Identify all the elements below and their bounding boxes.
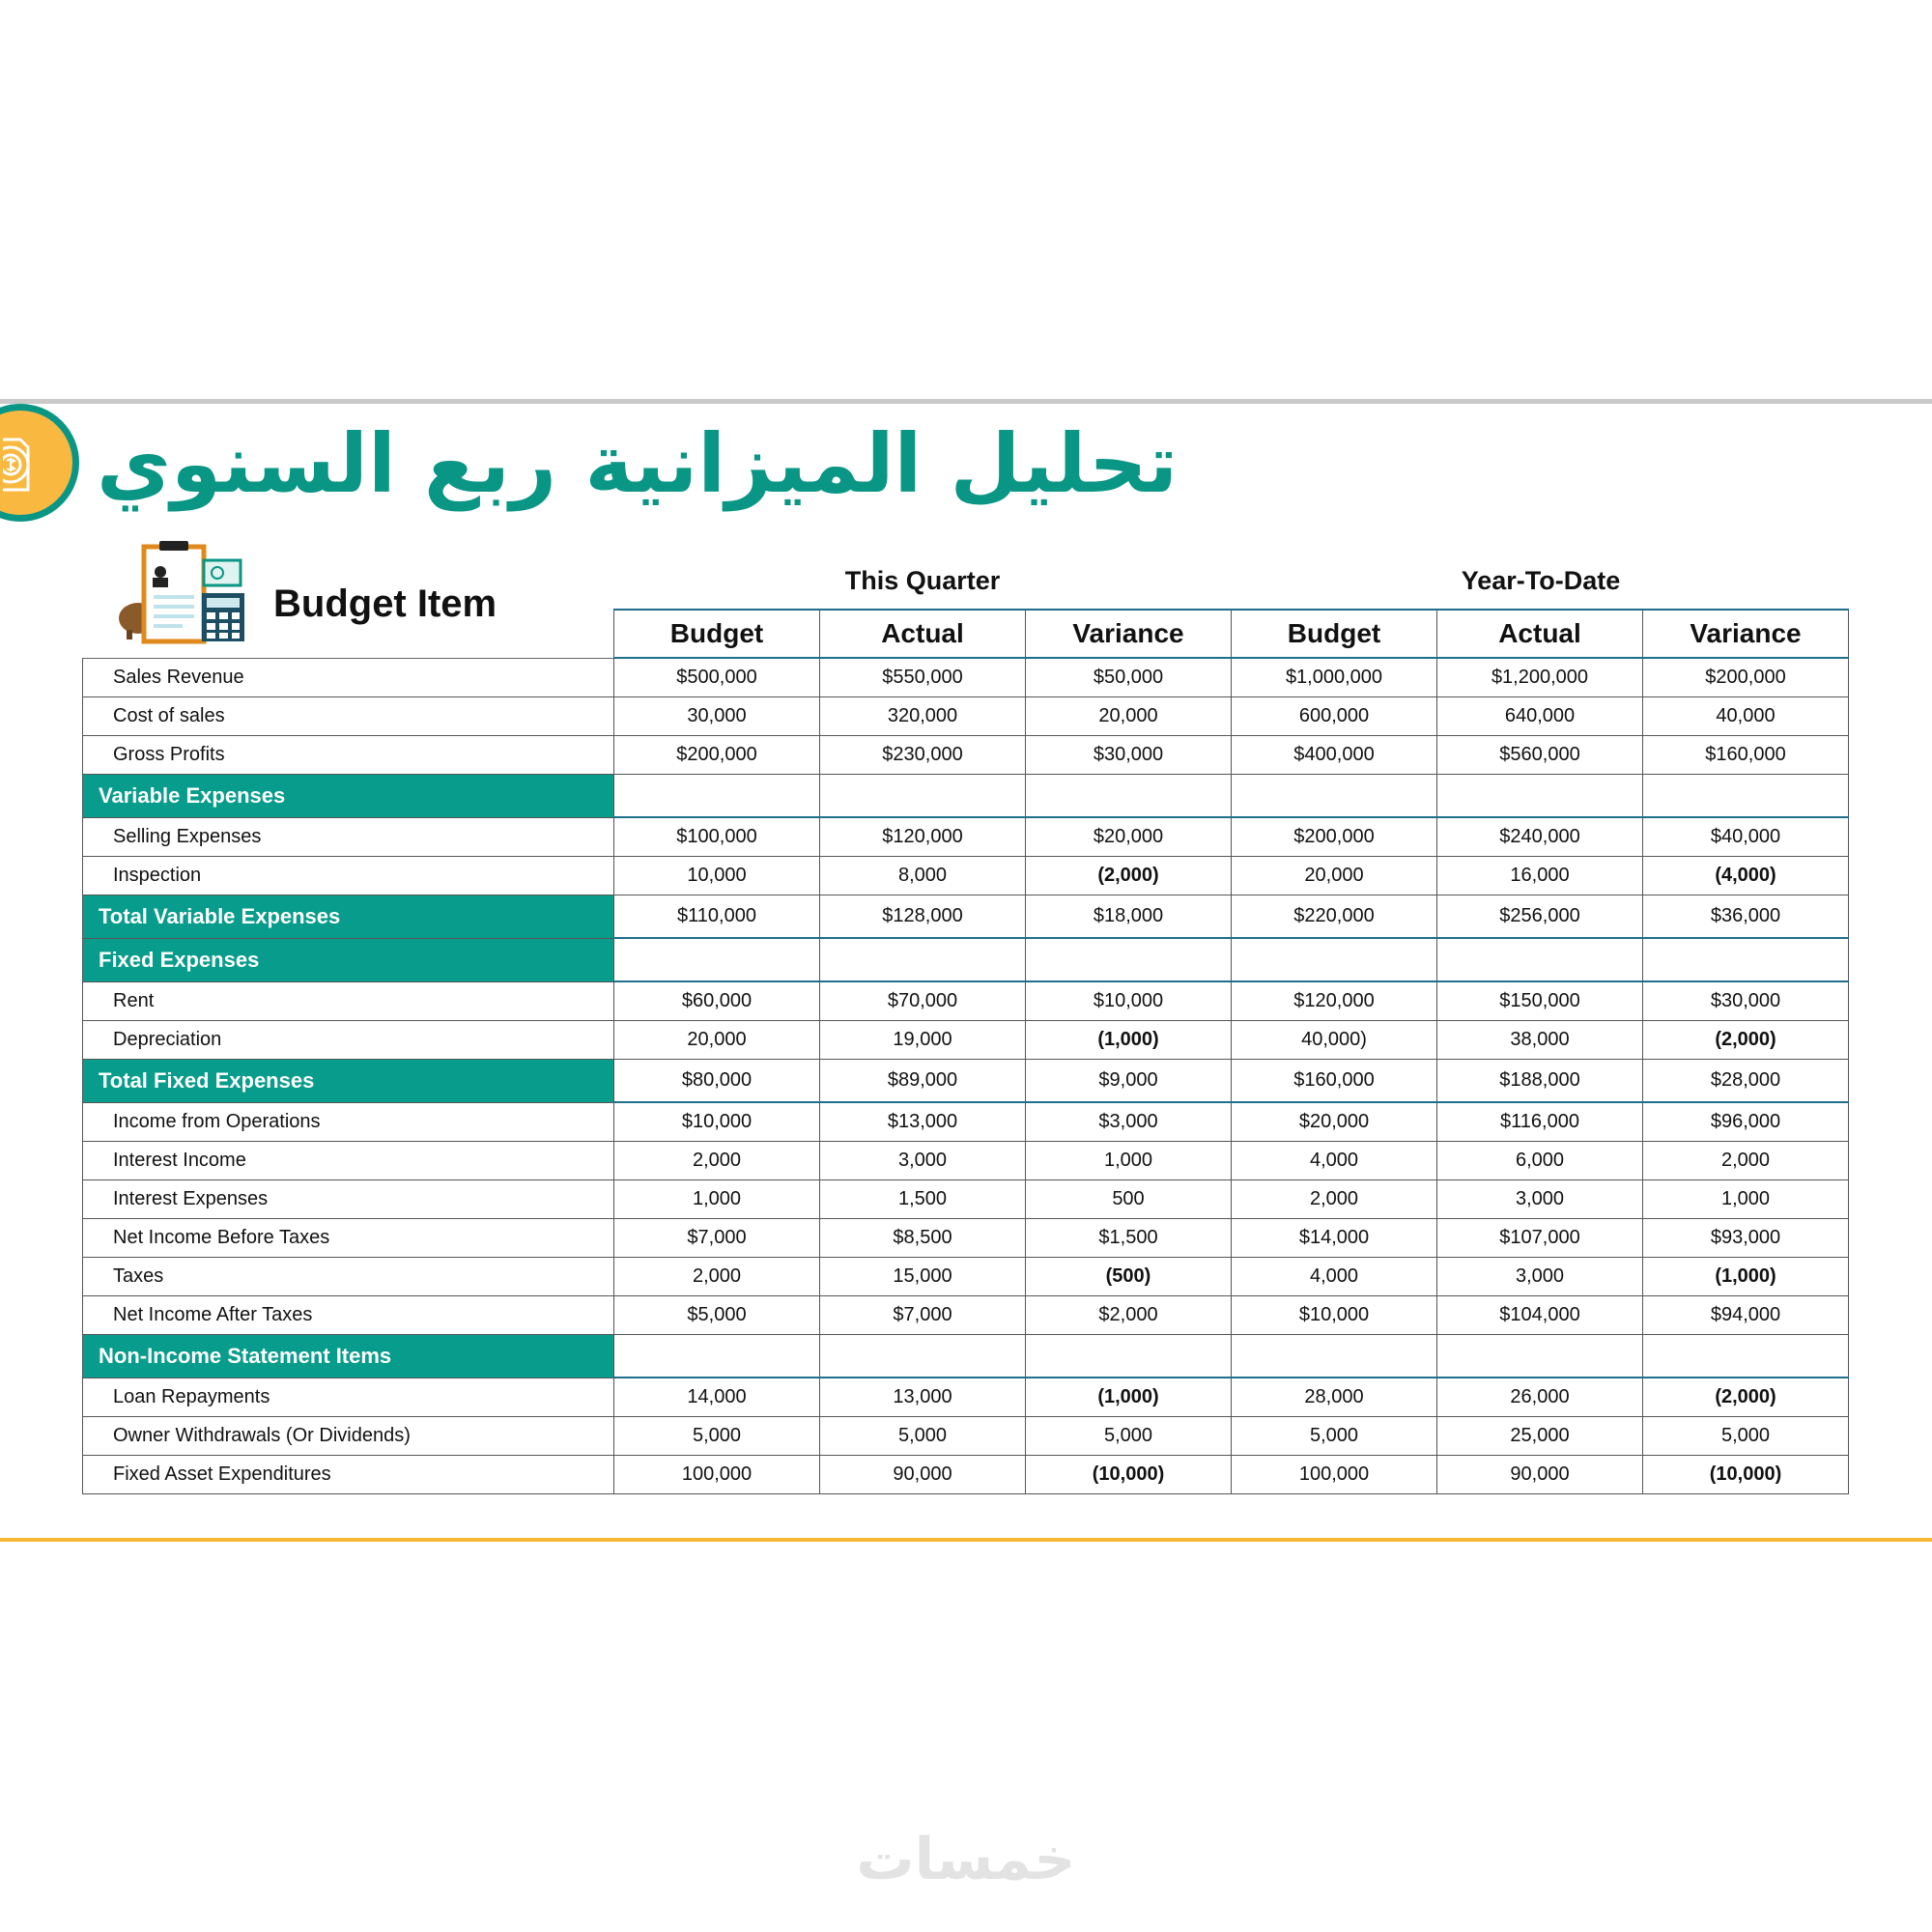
table-cell [1643, 1335, 1849, 1378]
row-label: Gross Profits [83, 736, 614, 775]
table-cell: 320,000 [820, 697, 1026, 736]
table-cell: $200,000 [614, 736, 820, 775]
table-cell: $10,000 [1232, 1296, 1437, 1335]
row-label: Cost of sales [83, 697, 614, 736]
table-cell: 2,000 [614, 1142, 820, 1180]
section-row [83, 775, 1849, 818]
table-cell [1232, 938, 1437, 981]
table-row [83, 857, 1849, 895]
table-cell: $256,000 [1437, 895, 1643, 939]
row-label: Interest Income [83, 1142, 614, 1180]
table-cell: (10,000) [1026, 1456, 1232, 1494]
table-cell: 40,000) [1232, 1021, 1437, 1060]
table-cell: $120,000 [1232, 981, 1437, 1021]
table-cell: $200,000 [1232, 817, 1437, 857]
table-cell: $500,000 [614, 658, 820, 697]
watermark-logo: خمسات [856, 1826, 1076, 1893]
budget-badge [0, 404, 79, 522]
table-cell: 40,000 [1643, 697, 1849, 736]
table-cell: 16,000 [1437, 857, 1643, 895]
table-cell: 8,000 [820, 857, 1026, 895]
table-row [83, 658, 1849, 697]
row-label: Taxes [83, 1258, 614, 1296]
row-label: Fixed Asset Expenditures [83, 1456, 614, 1494]
table-cell: $107,000 [1437, 1219, 1643, 1258]
table-cell [1232, 1335, 1437, 1378]
col-header-qtr-variance: Variance [1026, 610, 1232, 658]
budget-table [82, 609, 1849, 1494]
table-cell: 5,000 [1643, 1417, 1849, 1456]
table-cell [1232, 775, 1437, 818]
table-cell: 100,000 [1232, 1456, 1437, 1494]
table-cell: $14,000 [1232, 1219, 1437, 1258]
table-cell: $220,000 [1232, 895, 1437, 939]
column-header-row [83, 610, 1849, 658]
table-cell: 3,000 [1437, 1180, 1643, 1219]
table-cell: 28,000 [1232, 1378, 1437, 1417]
table-cell: 3,000 [820, 1142, 1026, 1180]
table-cell: (500) [1026, 1258, 1232, 1296]
table-cell: 3,000 [1437, 1258, 1643, 1296]
table-cell: $110,000 [614, 895, 820, 939]
table-cell [1026, 775, 1232, 818]
table-cell [820, 775, 1026, 818]
table-cell: $28,000 [1643, 1060, 1849, 1103]
budget-item-heading: Budget Item [273, 582, 497, 625]
table-cell [614, 1335, 820, 1378]
table-cell [820, 938, 1026, 981]
table-row [83, 981, 1849, 1021]
row-label: Interest Expenses [83, 1180, 614, 1219]
table-cell: 25,000 [1437, 1417, 1643, 1456]
table-cell: $8,500 [820, 1219, 1026, 1258]
table-cell: (4,000) [1643, 857, 1849, 895]
table-cell: 1,000 [614, 1180, 820, 1219]
table-row [83, 736, 1849, 775]
section-row [83, 1335, 1849, 1378]
table-cell: $10,000 [614, 1102, 820, 1142]
table-row [83, 1021, 1849, 1060]
table-cell: 2,000 [1232, 1180, 1437, 1219]
table-cell: $104,000 [1437, 1296, 1643, 1335]
table-cell: 1,000 [1643, 1180, 1849, 1219]
row-label: Net Income After Taxes [83, 1296, 614, 1335]
table-cell: $9,000 [1026, 1060, 1232, 1103]
table-cell: $100,000 [614, 817, 820, 857]
total-row [83, 895, 1849, 939]
table-cell: $160,000 [1643, 736, 1849, 775]
table-cell: 600,000 [1232, 697, 1437, 736]
table-cell: $1,500 [1026, 1219, 1232, 1258]
table-row [83, 1296, 1849, 1335]
table-cell: 20,000 [1232, 857, 1437, 895]
row-label: Fixed Expenses [83, 938, 614, 981]
table-cell: $550,000 [820, 658, 1026, 697]
row-label: Inspection [83, 857, 614, 895]
table-cell: $89,000 [820, 1060, 1026, 1103]
table-cell: $400,000 [1232, 736, 1437, 775]
table-cell: $1,200,000 [1437, 658, 1643, 697]
table-cell: 2,000 [614, 1258, 820, 1296]
row-label: Depreciation [83, 1021, 614, 1060]
table-cell: 4,000 [1232, 1142, 1437, 1180]
page-title: تحليل الميزانية ربع السنوي [97, 416, 1179, 511]
table-cell: $13,000 [820, 1102, 1026, 1142]
row-label: Sales Revenue [83, 658, 614, 697]
table-cell: $2,000 [1026, 1296, 1232, 1335]
table-cell [1437, 938, 1643, 981]
table-cell: 38,000 [1437, 1021, 1643, 1060]
table-cell: 15,000 [820, 1258, 1026, 1296]
total-row [83, 1060, 1849, 1103]
table-cell: $70,000 [820, 981, 1026, 1021]
table-cell: $30,000 [1026, 736, 1232, 775]
group-this-quarter: This Quarter [844, 566, 1001, 595]
table-row [83, 1180, 1849, 1219]
table-cell: $230,000 [820, 736, 1026, 775]
col-header-qtr-actual: Actual [820, 610, 1026, 658]
table-cell: 5,000 [1026, 1417, 1232, 1456]
table-cell: 90,000 [820, 1456, 1026, 1494]
table-cell: (1,000) [1643, 1258, 1849, 1296]
money-bag-icon [3, 432, 42, 494]
table-cell [1643, 938, 1849, 981]
col-header-ytd-budget: Budget [1232, 610, 1437, 658]
table-cell: (2,000) [1643, 1021, 1849, 1060]
table-cell: 20,000 [1026, 697, 1232, 736]
table-cell: 5,000 [1232, 1417, 1437, 1456]
table-row [83, 1258, 1849, 1296]
table-cell [1026, 938, 1232, 981]
table-cell: 100,000 [614, 1456, 820, 1494]
table-cell: $116,000 [1437, 1102, 1643, 1142]
table-cell: $30,000 [1643, 981, 1849, 1021]
table-cell: $80,000 [614, 1060, 820, 1103]
table-cell: $240,000 [1437, 817, 1643, 857]
table-cell: 6,000 [1437, 1142, 1643, 1180]
row-label: Total Fixed Expenses [83, 1060, 614, 1103]
row-label: Total Variable Expenses [83, 895, 614, 939]
table-row [83, 1219, 1849, 1258]
row-label: Selling Expenses [83, 817, 614, 857]
table-cell: 4,000 [1232, 1258, 1437, 1296]
table-cell: 14,000 [614, 1378, 820, 1417]
table-cell: $560,000 [1437, 736, 1643, 775]
table-cell: $7,000 [614, 1219, 820, 1258]
bottom-divider [0, 1538, 1932, 1542]
table-cell [1437, 775, 1643, 818]
table-row [83, 1417, 1849, 1456]
table-cell: $93,000 [1643, 1219, 1849, 1258]
table-cell [614, 775, 820, 818]
table-cell: $20,000 [1026, 817, 1232, 857]
table-cell: 10,000 [614, 857, 820, 895]
table-cell: $120,000 [820, 817, 1026, 857]
table-row [83, 817, 1849, 857]
table-cell [820, 1335, 1026, 1378]
table-cell: $60,000 [614, 981, 820, 1021]
col-header-ytd-actual: Actual [1437, 610, 1643, 658]
row-label: Loan Repayments [83, 1378, 614, 1417]
table-cell: 30,000 [614, 697, 820, 736]
table-cell: 5,000 [820, 1417, 1026, 1456]
table-cell: $36,000 [1643, 895, 1849, 939]
table-row [83, 697, 1849, 736]
table-cell: 1,000 [1026, 1142, 1232, 1180]
table-cell: $1,000,000 [1232, 658, 1437, 697]
row-label: Rent [83, 981, 614, 1021]
table-cell: 90,000 [1437, 1456, 1643, 1494]
table-cell: (1,000) [1026, 1378, 1232, 1417]
table-cell: (2,000) [1026, 857, 1232, 895]
table-cell: $128,000 [820, 895, 1026, 939]
row-label: Owner Withdrawals (Or Dividends) [83, 1417, 614, 1456]
table-cell: 5,000 [614, 1417, 820, 1456]
table-cell: $150,000 [1437, 981, 1643, 1021]
table-cell: $160,000 [1232, 1060, 1437, 1103]
table-cell: $18,000 [1026, 895, 1232, 939]
table-cell: $10,000 [1026, 981, 1232, 1021]
table-cell: 20,000 [614, 1021, 820, 1060]
table-cell: (1,000) [1026, 1021, 1232, 1060]
row-label: Variable Expenses [83, 775, 614, 818]
table-cell [1026, 1335, 1232, 1378]
table-cell: $20,000 [1232, 1102, 1437, 1142]
table-cell: $50,000 [1026, 658, 1232, 697]
table-cell: $96,000 [1643, 1102, 1849, 1142]
table-cell: 13,000 [820, 1378, 1026, 1417]
table-cell: (2,000) [1643, 1378, 1849, 1417]
row-label: Non-Income Statement Items [83, 1335, 614, 1378]
table-cell: 19,000 [820, 1021, 1026, 1060]
table-row [83, 1142, 1849, 1180]
table-cell: 26,000 [1437, 1378, 1643, 1417]
header-blank [83, 610, 614, 658]
table-row [83, 1378, 1849, 1417]
table-cell: $3,000 [1026, 1102, 1232, 1142]
table-cell: $40,000 [1643, 817, 1849, 857]
table-cell: $200,000 [1643, 658, 1849, 697]
table-cell [1437, 1335, 1643, 1378]
group-year-to-date: Year-To-Date [1461, 566, 1621, 595]
table-cell: $5,000 [614, 1296, 820, 1335]
table-cell [1643, 775, 1849, 818]
table-row [83, 1102, 1849, 1142]
table-cell: 640,000 [1437, 697, 1643, 736]
row-label: Income from Operations [83, 1102, 614, 1142]
table-cell: 500 [1026, 1180, 1232, 1219]
table-cell: $188,000 [1437, 1060, 1643, 1103]
section-row [83, 938, 1849, 981]
top-divider [0, 399, 1932, 404]
table-cell: 1,500 [820, 1180, 1026, 1219]
col-header-qtr-budget: Budget [614, 610, 820, 658]
table-cell: (10,000) [1643, 1456, 1849, 1494]
row-label: Net Income Before Taxes [83, 1219, 614, 1258]
table-cell: $7,000 [820, 1296, 1026, 1335]
table-row [83, 1456, 1849, 1494]
col-header-ytd-variance: Variance [1643, 610, 1849, 658]
table-cell: $94,000 [1643, 1296, 1849, 1335]
table-cell [614, 938, 820, 981]
table-cell: 2,000 [1643, 1142, 1849, 1180]
